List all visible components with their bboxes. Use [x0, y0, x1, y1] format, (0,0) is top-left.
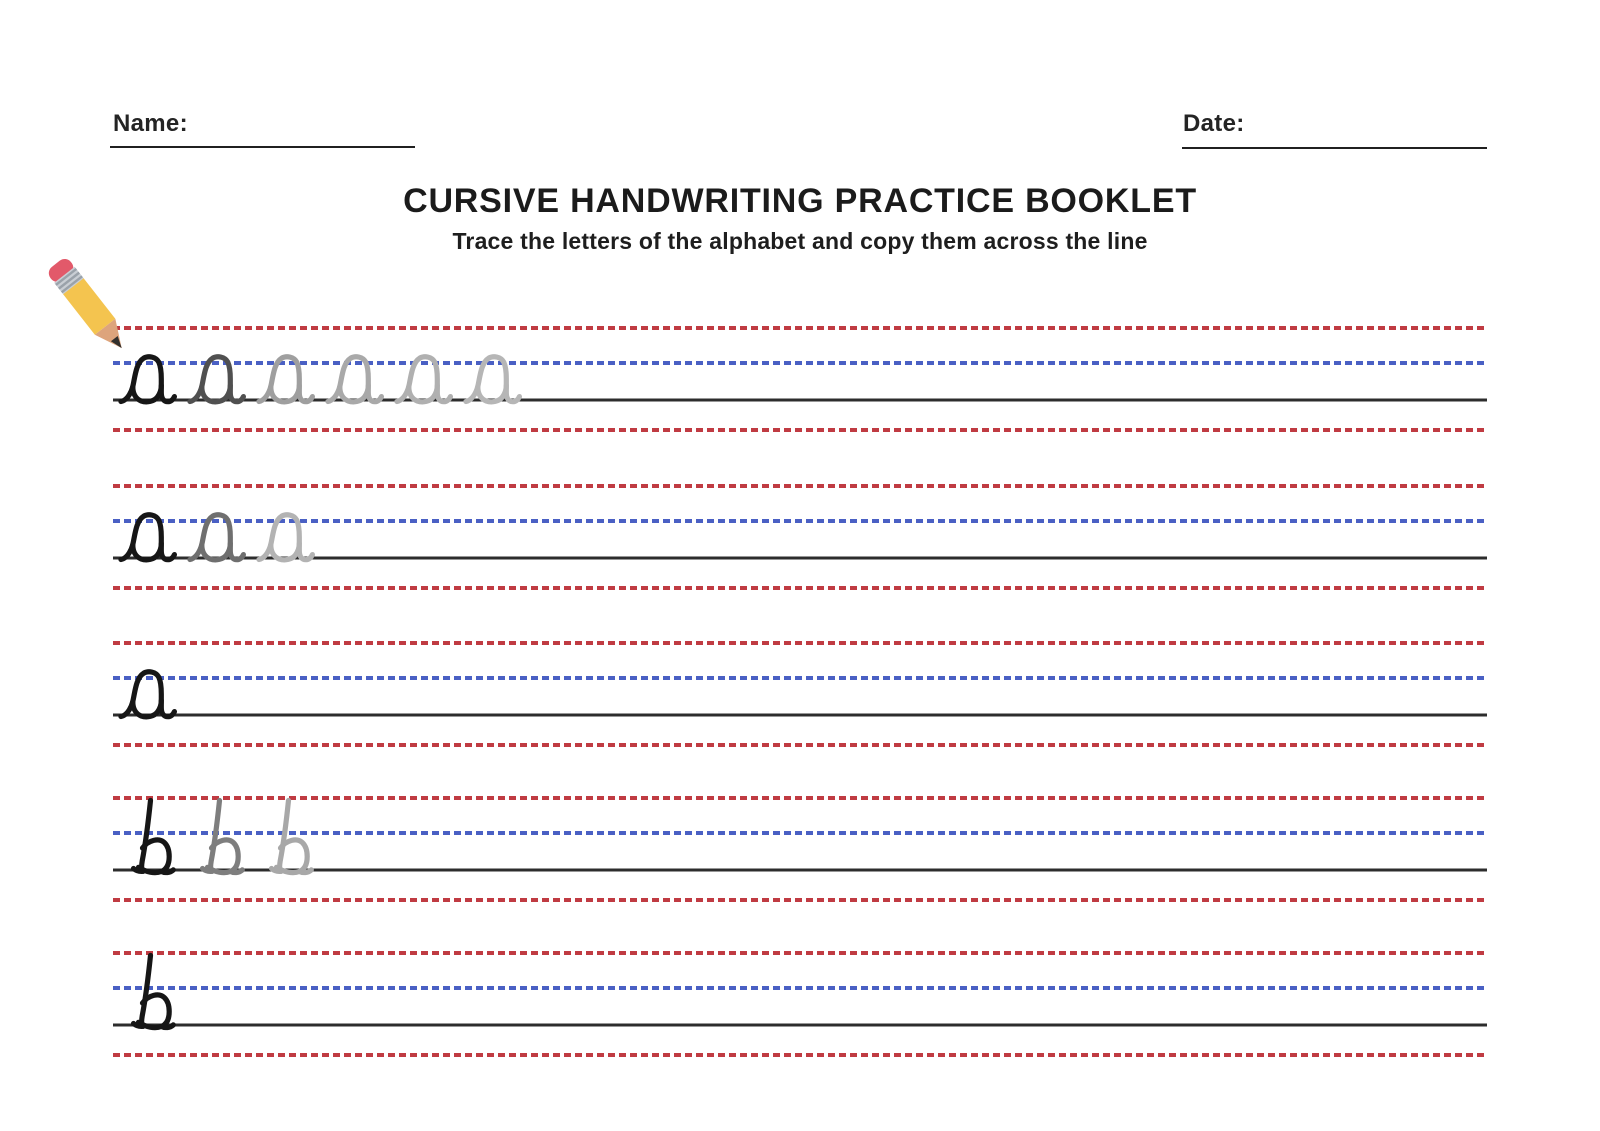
red-dashed-bottomline [113, 428, 1487, 432]
red-dashed-topline [113, 796, 1487, 800]
solid-baseline [113, 399, 1487, 402]
red-dashed-topline [113, 641, 1487, 645]
trace-letter-a [256, 352, 314, 404]
date-label: Date: [1183, 110, 1245, 137]
trace-letter-b [198, 797, 248, 875]
trace-letter-b [129, 952, 179, 1030]
practice-row [113, 798, 1487, 904]
red-dashed-topline [113, 951, 1487, 955]
trace-letter-a [187, 510, 245, 562]
red-dashed-topline [113, 326, 1487, 330]
pencil-icon-graphic [39, 250, 141, 365]
trace-letter-a [256, 510, 314, 562]
solid-baseline [113, 714, 1487, 717]
name-fill-line [110, 146, 415, 148]
trace-letter-a [118, 510, 176, 562]
name-label: Name: [113, 110, 188, 137]
trace-letter-a [325, 352, 383, 404]
red-dashed-topline [113, 484, 1487, 488]
trace-letter-b [129, 797, 179, 875]
trace-letter-a [394, 352, 452, 404]
solid-baseline [113, 869, 1487, 872]
red-dashed-bottomline [113, 743, 1487, 747]
practice-row [113, 328, 1487, 434]
pencil-icon [39, 250, 141, 365]
practice-row [113, 953, 1487, 1059]
blue-dashed-midline [113, 986, 1487, 990]
blue-dashed-midline [113, 361, 1487, 365]
trace-letter-b [267, 797, 317, 875]
trace-letter-a [187, 352, 245, 404]
blue-dashed-midline [113, 519, 1487, 523]
red-dashed-bottomline [113, 898, 1487, 902]
trace-letter-a [118, 667, 176, 719]
trace-letter-a [463, 352, 521, 404]
blue-dashed-midline [113, 676, 1487, 680]
blue-dashed-midline [113, 831, 1487, 835]
trace-letter-a [118, 352, 176, 404]
page-title: CURSIVE HANDWRITING PRACTICE BOOKLET [403, 182, 1197, 220]
date-fill-line [1182, 147, 1487, 149]
solid-baseline [113, 1024, 1487, 1027]
practice-row [113, 643, 1487, 749]
red-dashed-bottomline [113, 586, 1487, 590]
solid-baseline [113, 557, 1487, 560]
red-dashed-bottomline [113, 1053, 1487, 1057]
practice-row [113, 486, 1487, 592]
page-subtitle: Trace the letters of the alphabet and copy them across the line [452, 228, 1148, 254]
